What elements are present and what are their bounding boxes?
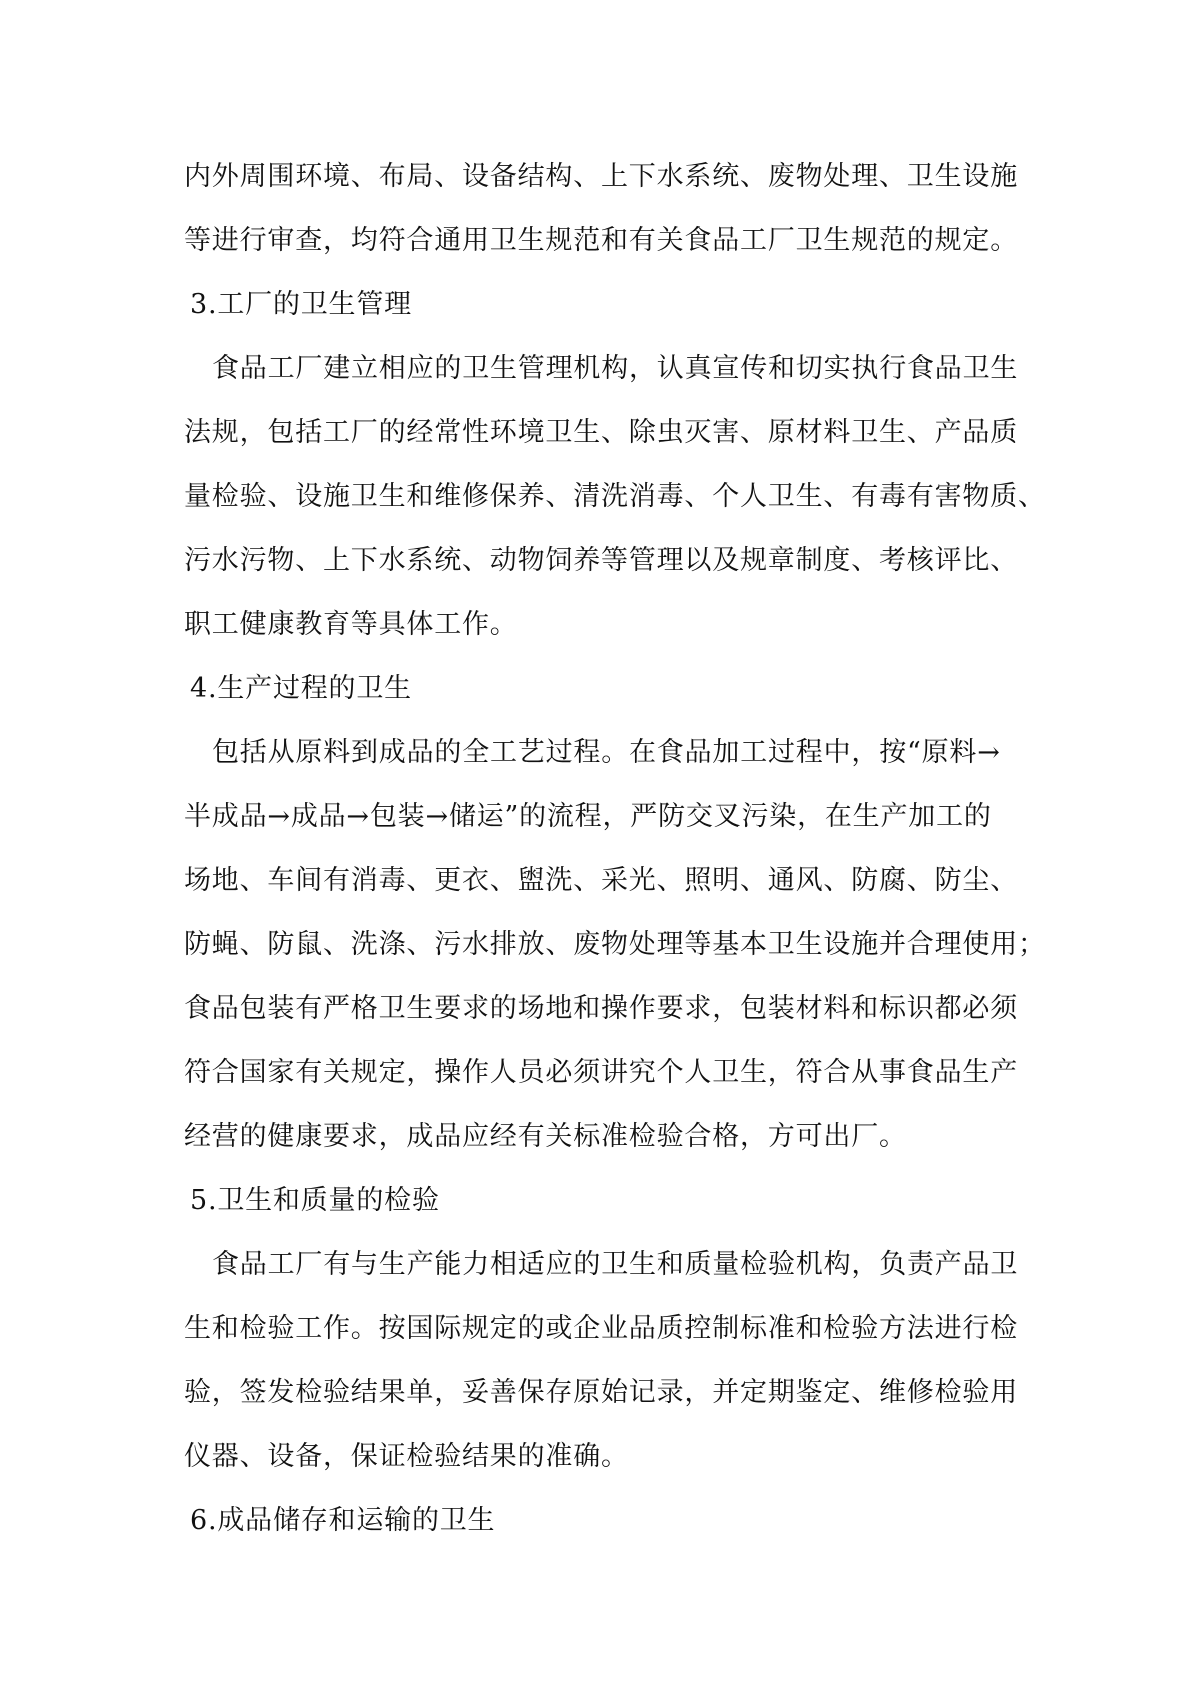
paragraph-line: 污水污物、上下水系统、动物饲养等管理以及规章制度、考核评比、 bbox=[184, 545, 1018, 576]
paragraph-line: 经营的健康要求，成品应经有关标准检验合格，方可出厂。 bbox=[184, 1121, 907, 1152]
paragraph-line: 验，签发检验结果单，妥善保存原始记录，并定期鉴定、维修检验用 bbox=[184, 1377, 1018, 1408]
section-heading: 4.生产过程的卫生 bbox=[190, 673, 412, 704]
paragraph-line: 量检验、设施卫生和维修保养、清洗消毒、个人卫生、有毒有害物质、 bbox=[184, 481, 1046, 512]
paragraph-line: 符合国家有关规定，操作人员必须讲究个人卫生，符合从事食品生产 bbox=[184, 1057, 1018, 1088]
paragraph-line: 等进行审查，均符合通用卫生规范和有关食品工厂卫生规范的规定。 bbox=[184, 225, 1018, 256]
document-page bbox=[184, 145, 1046, 1553]
paragraph-line: 场地、车间有消毒、更衣、盥洗、采光、照明、通风、防腐、防尘、 bbox=[184, 865, 1018, 896]
paragraph-line: 食品包装有严格卫生要求的场地和操作要求，包装材料和标识都必须 bbox=[184, 993, 1018, 1024]
paragraph-line: 法规，包括工厂的经常性环境卫生、除虫灭害、原材料卫生、产品质 bbox=[184, 417, 1018, 448]
paragraph-line: 食品工厂有与生产能力相适应的卫生和质量检验机构，负责产品卫 bbox=[212, 1249, 1019, 1280]
paragraph-line: 职工健康教育等具体工作。 bbox=[184, 609, 518, 640]
section-heading: 6.成品储存和运输的卫生 bbox=[190, 1505, 496, 1536]
paragraph-line: 食品工厂建立相应的卫生管理机构，认真宣传和切实执行食品卫生 bbox=[212, 353, 1019, 384]
section-heading: 3.工厂的卫生管理 bbox=[190, 289, 412, 320]
paragraph-line: 半成品→成品→包装→储运”的流程，严防交叉污染，在生产加工的 bbox=[184, 801, 992, 832]
paragraph-line: 防蝇、防鼠、洗涤、污水排放、废物处理等基本卫生设施并合理使用； bbox=[184, 929, 1046, 960]
paragraph-line: 生和检验工作。按国际规定的或企业品质控制标准和检验方法进行检 bbox=[184, 1313, 1018, 1344]
paragraph-line: 仪器、设备，保证检验结果的准确。 bbox=[184, 1441, 629, 1472]
section-heading: 5.卫生和质量的检验 bbox=[190, 1185, 440, 1216]
paragraph-line: 内外周围环境、布局、设备结构、上下水系统、废物处理、卫生设施 bbox=[184, 161, 1018, 192]
paragraph-line: 包括从原料到成品的全工艺过程。在食品加工过程中，按“原料→ bbox=[212, 737, 1001, 768]
